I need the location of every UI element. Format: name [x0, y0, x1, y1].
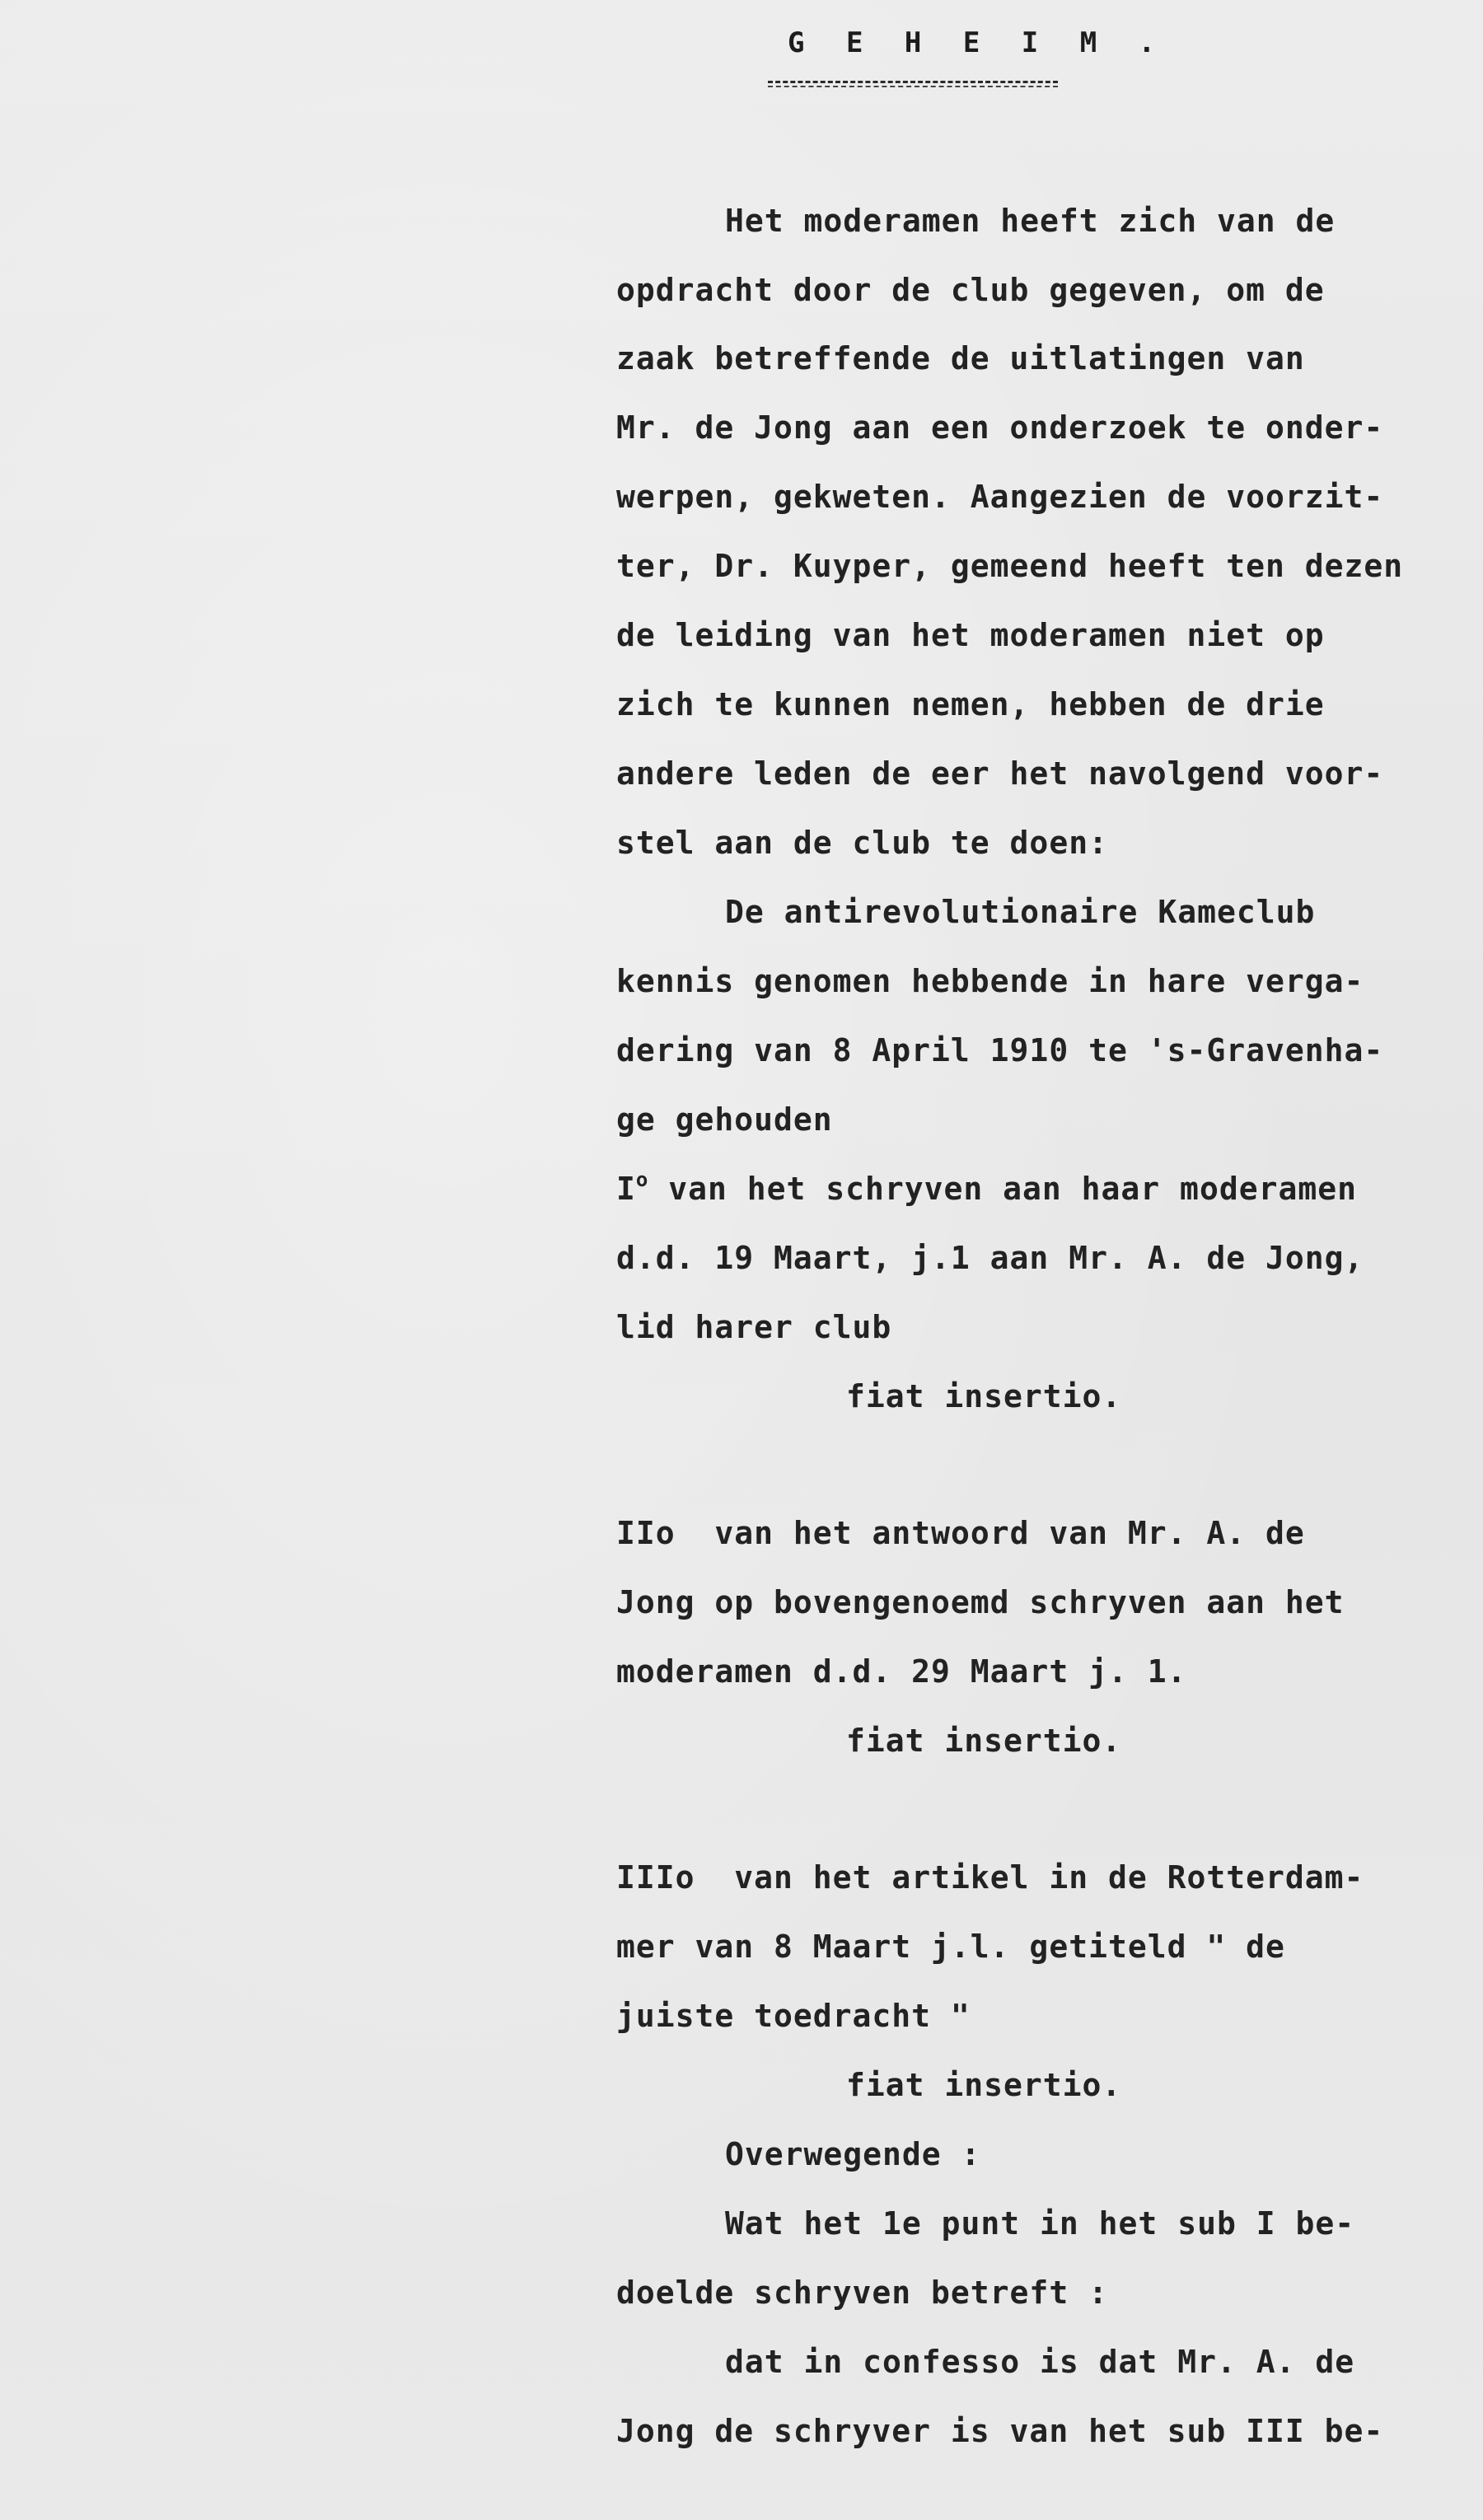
text-line: d.d. 19 Maart, j.1 aan Mr. A. de Jong,: [616, 1240, 1364, 1276]
text-line: stel aan de club te doen:: [616, 825, 1108, 861]
text-line: ter, Dr. Kuyper, gemeend heeft ten dezen: [616, 548, 1404, 584]
text-line: de leiding van het moderamen niet op: [616, 617, 1325, 653]
text-line: zaak betreffende de uitlatingen van: [616, 340, 1305, 376]
text-line: mer van 8 Maart j.l. getiteld " de: [616, 1929, 1285, 1965]
title-underline-2: [768, 86, 1058, 87]
item-i-line: [616, 1168, 1357, 1207]
text-line: juiste toedracht ": [616, 1998, 971, 2034]
fiat-insertio: fiat insertio.: [846, 1723, 1122, 1759]
item-ii-line: [616, 1517, 1305, 1549]
item-iii-line: [616, 1859, 1364, 1896]
roman-numeral: I: [616, 1171, 636, 1207]
text-line: opdracht door de club gegeven, om de: [616, 272, 1325, 308]
ordinal-mark: o: [635, 1168, 649, 1191]
text-line: kennis genomen hebbende in hare verga-: [616, 963, 1364, 999]
text-line: zich te kunnen nemen, hebben de drie: [616, 686, 1325, 722]
item-text: van het schryven aan haar moderamen: [668, 1171, 1357, 1207]
text-line: dering van 8 April 1910 te 's-Gravenha-: [616, 1032, 1384, 1068]
ordinal-mark: o: [675, 1859, 695, 1896]
text-line: moderamen d.d. 29 Maart j. 1.: [616, 1653, 1187, 1690]
item-text: van het antwoord van Mr. A. de: [714, 1515, 1305, 1551]
text-line: Jong op bovengenoemd schryven aan het: [616, 1584, 1345, 1620]
text-line: Jong de schryver is van het sub III be-: [616, 2413, 1384, 2449]
text-line: werpen, gekweten. Aangezien de voorzit-: [616, 479, 1384, 515]
text-line: andere leden de eer het navolgend voor-: [616, 755, 1384, 792]
roman-numeral: II: [616, 1515, 656, 1551]
title-underline: [768, 81, 1058, 83]
text-line: dat in confesso is dat Mr. A. de: [725, 2344, 1355, 2380]
text-line: Overwegende :: [725, 2136, 981, 2172]
text-line: De antirevolutionaire Kameclub: [725, 894, 1316, 930]
text-line: doelde schryven betreft :: [616, 2275, 1108, 2311]
item-text: van het artikel in de Rotterdam-: [734, 1859, 1364, 1896]
text-line: Mr. de Jong aan een onderzoek te onder-: [616, 409, 1384, 446]
fiat-insertio: fiat insertio.: [846, 1378, 1122, 1414]
text-line: ge gehouden: [616, 1101, 833, 1138]
text-line: lid harer club: [616, 1309, 892, 1345]
ordinal-mark: o: [655, 1515, 676, 1551]
fiat-insertio: fiat insertio.: [846, 2067, 1122, 2103]
roman-numeral: III: [616, 1859, 676, 1896]
text-line: Het moderamen heeft zich van de: [725, 203, 1336, 239]
document-title: G E H E I M .: [788, 26, 1168, 59]
text-line: Wat het 1e punt in het sub I be-: [725, 2205, 1355, 2242]
